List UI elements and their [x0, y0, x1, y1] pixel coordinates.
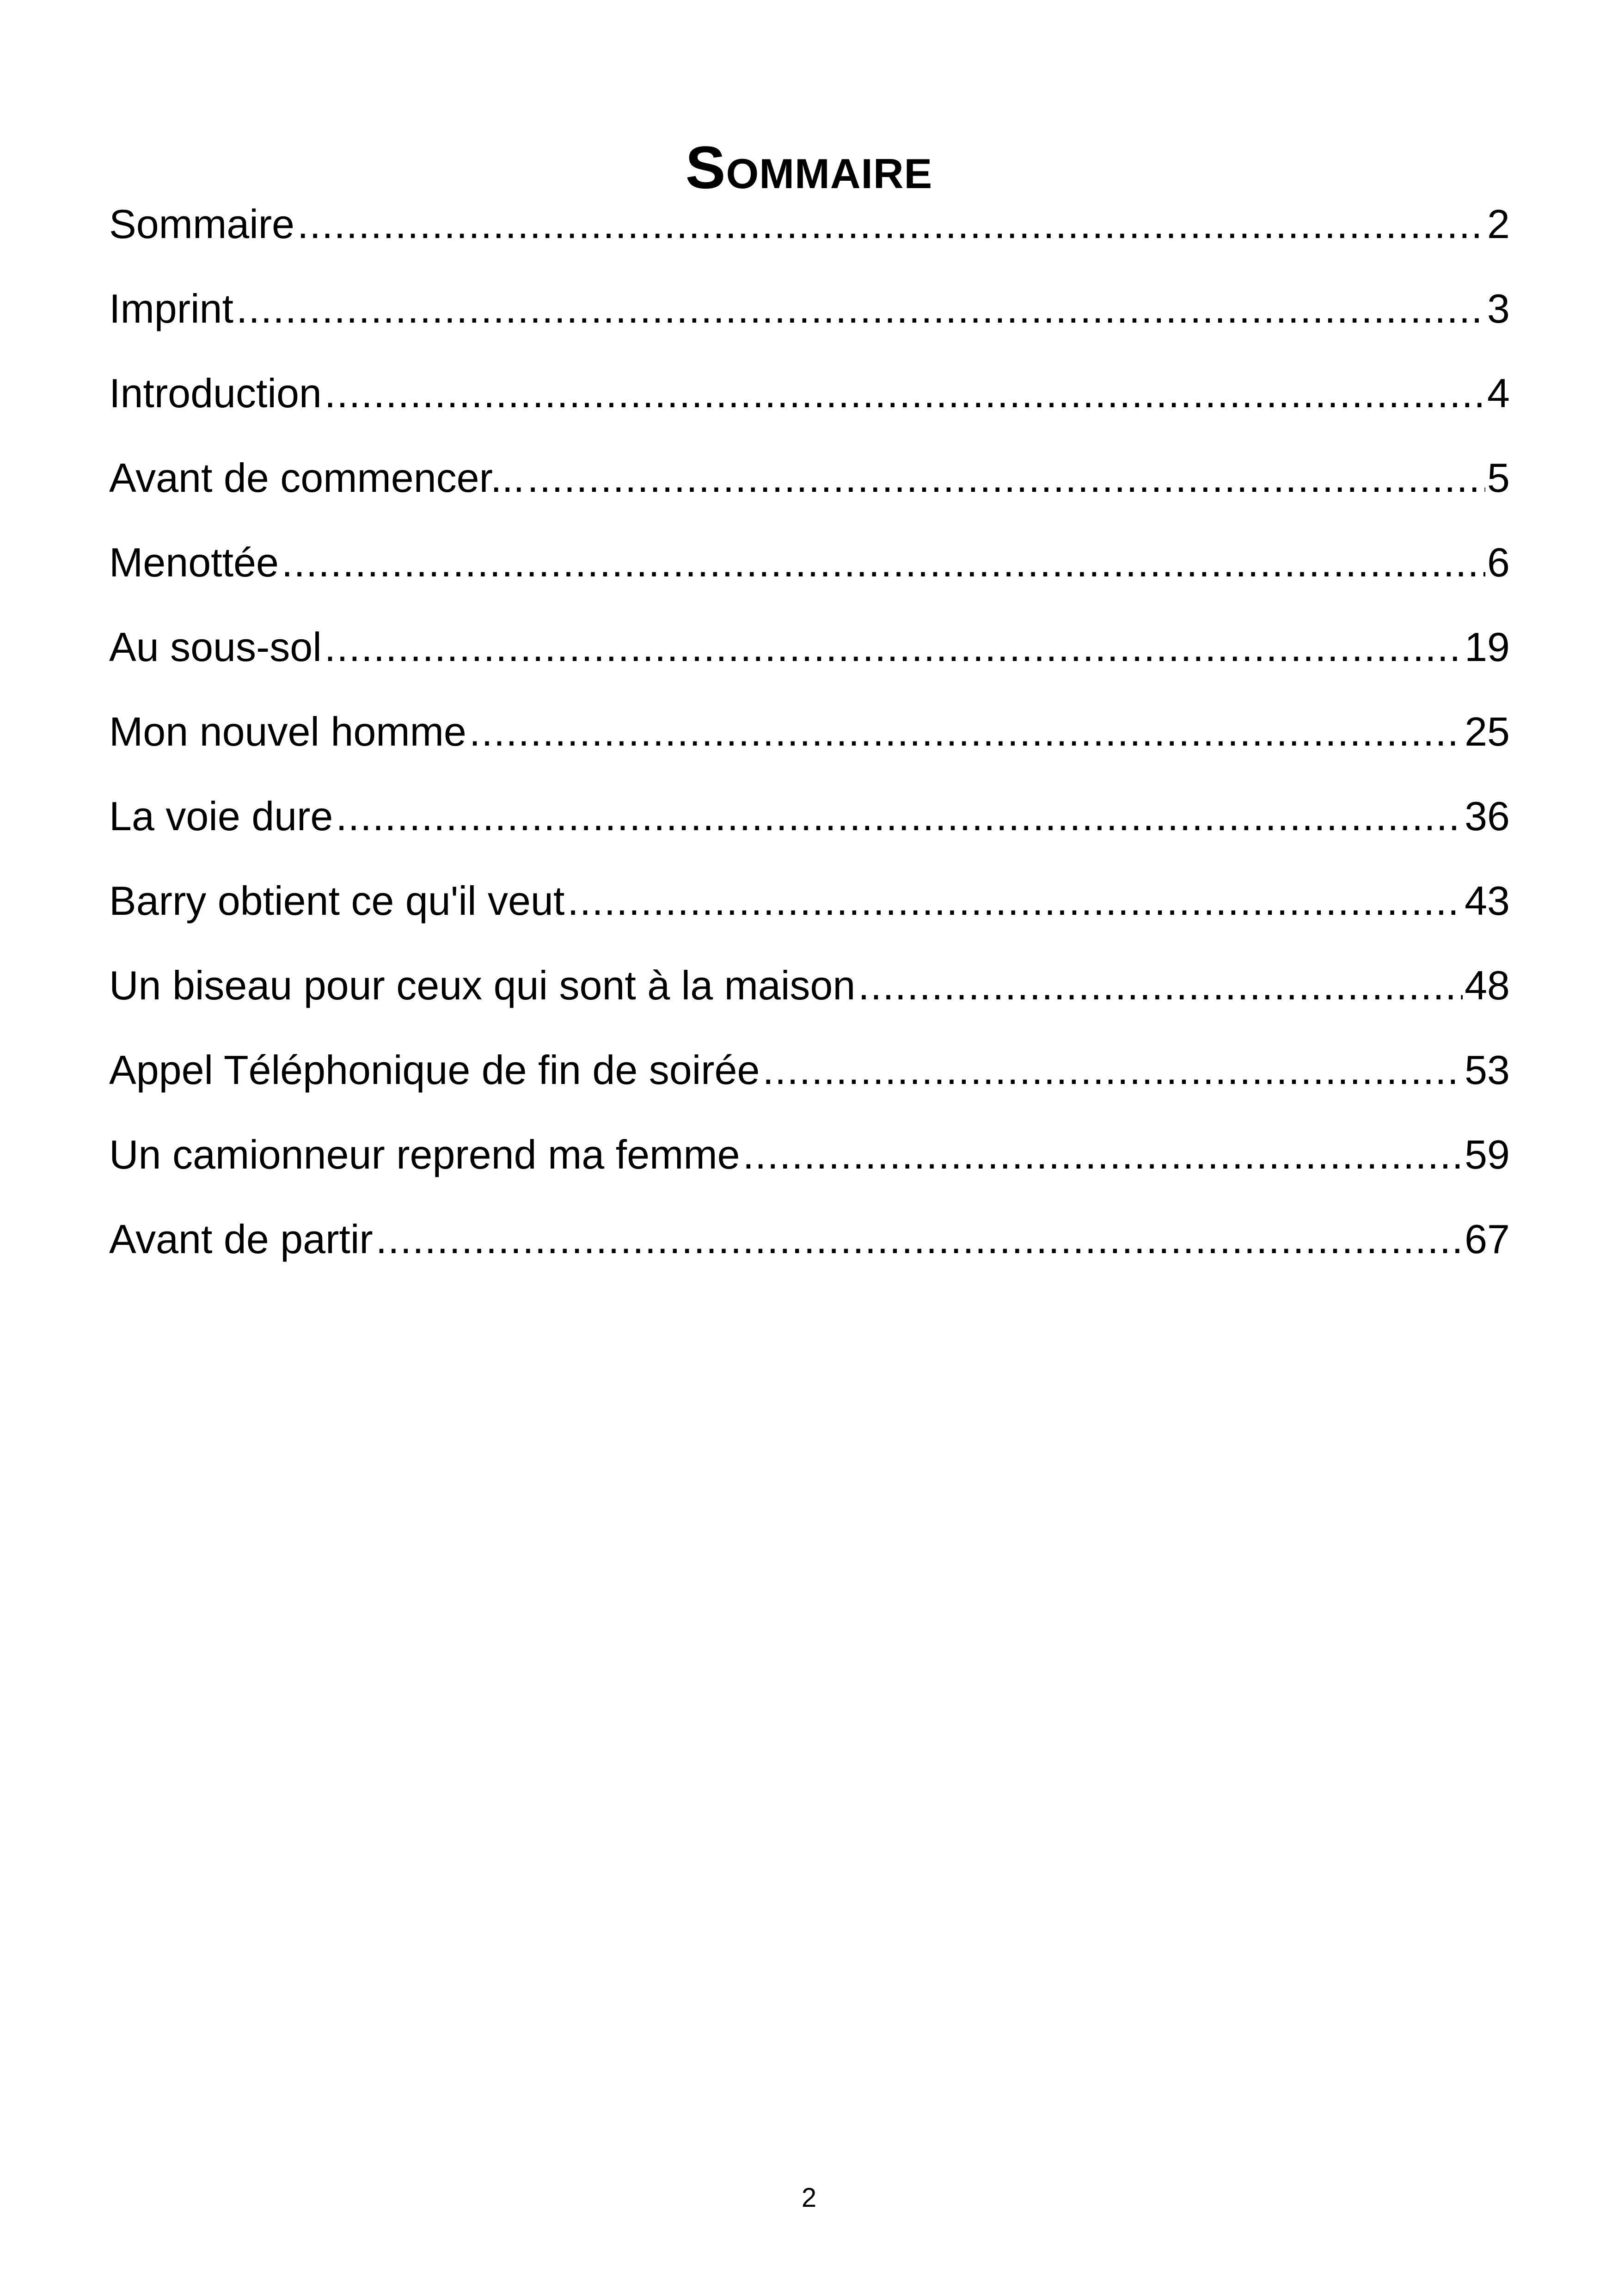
toc-entry-page: 59: [1465, 1132, 1510, 1177]
page-title: Sommaire: [685, 134, 933, 202]
toc-entry[interactable]: [109, 537, 1510, 622]
toc-dot-leader: [567, 876, 1463, 926]
toc-dot-leader: [469, 706, 1463, 757]
toc-dot-leader: [282, 537, 1485, 588]
toc-entry-label: Imprint: [109, 286, 233, 331]
toc-entry[interactable]: [109, 622, 1510, 706]
toc-entry-page: 67: [1465, 1216, 1510, 1262]
toc-dot-leader: [527, 453, 1485, 503]
toc-entry[interactable]: [109, 283, 1510, 368]
toc-entry-page: 25: [1465, 709, 1510, 754]
toc-entry-page: 43: [1465, 878, 1510, 924]
toc-entry[interactable]: [109, 1214, 1510, 1298]
toc-entry-page: 19: [1465, 624, 1510, 670]
toc-entry-page: 3: [1487, 286, 1510, 331]
toc-entry-label: Un biseau pour ceux qui sont à la maison: [109, 962, 856, 1008]
toc-entry-label: Un camionneur reprend ma femme: [109, 1132, 740, 1177]
toc-dot-leader: [762, 1045, 1463, 1096]
table-of-contents: [109, 199, 1510, 1298]
toc-dot-leader: [236, 283, 1485, 334]
toc-entry-label: Introduction: [109, 370, 322, 416]
toc-entry[interactable]: [109, 876, 1510, 960]
toc-entry[interactable]: [109, 1045, 1510, 1129]
toc-dot-leader: [858, 960, 1463, 1011]
toc-entry-page: 6: [1487, 539, 1510, 585]
toc-dot-leader: [743, 1129, 1463, 1180]
toc-entry-label: Menottée: [109, 539, 279, 585]
toc-entry-label: Avant de partir: [109, 1216, 373, 1262]
toc-entry[interactable]: [109, 791, 1510, 876]
toc-dot-leader: [297, 199, 1485, 250]
toc-entry-page: 48: [1465, 962, 1510, 1008]
toc-entry-page: 2: [1487, 201, 1510, 247]
toc-entry[interactable]: [109, 960, 1510, 1045]
toc-entry-label: Mon nouvel homme: [109, 709, 466, 754]
toc-dot-leader: [325, 622, 1463, 673]
toc-entry[interactable]: [109, 199, 1510, 283]
toc-entry-label: Barry obtient ce qu'il veut: [109, 878, 565, 924]
toc-entry-label: Appel Téléphonique de fin de soirée: [109, 1047, 760, 1093]
toc-entry-page: 53: [1465, 1047, 1510, 1093]
toc-entry-page: 4: [1487, 370, 1510, 416]
toc-entry-label: Au sous-sol: [109, 624, 322, 670]
toc-entry-page: 36: [1465, 793, 1510, 839]
toc-entry-page: 5: [1487, 455, 1510, 501]
toc-entry[interactable]: [109, 706, 1510, 791]
toc-dot-leader: [325, 368, 1485, 419]
toc-entry-label: Sommaire: [109, 201, 294, 247]
toc-dot-leader: [376, 1214, 1463, 1265]
toc-entry-label: La voie dure: [109, 793, 333, 839]
toc-entry[interactable]: [109, 1129, 1510, 1214]
toc-dot-leader: [336, 791, 1463, 842]
toc-entry[interactable]: [109, 368, 1510, 453]
page-number: 2: [801, 2183, 817, 2213]
toc-entry[interactable]: [109, 453, 1510, 537]
toc-entry-label: Avant de commencer...: [109, 455, 525, 501]
